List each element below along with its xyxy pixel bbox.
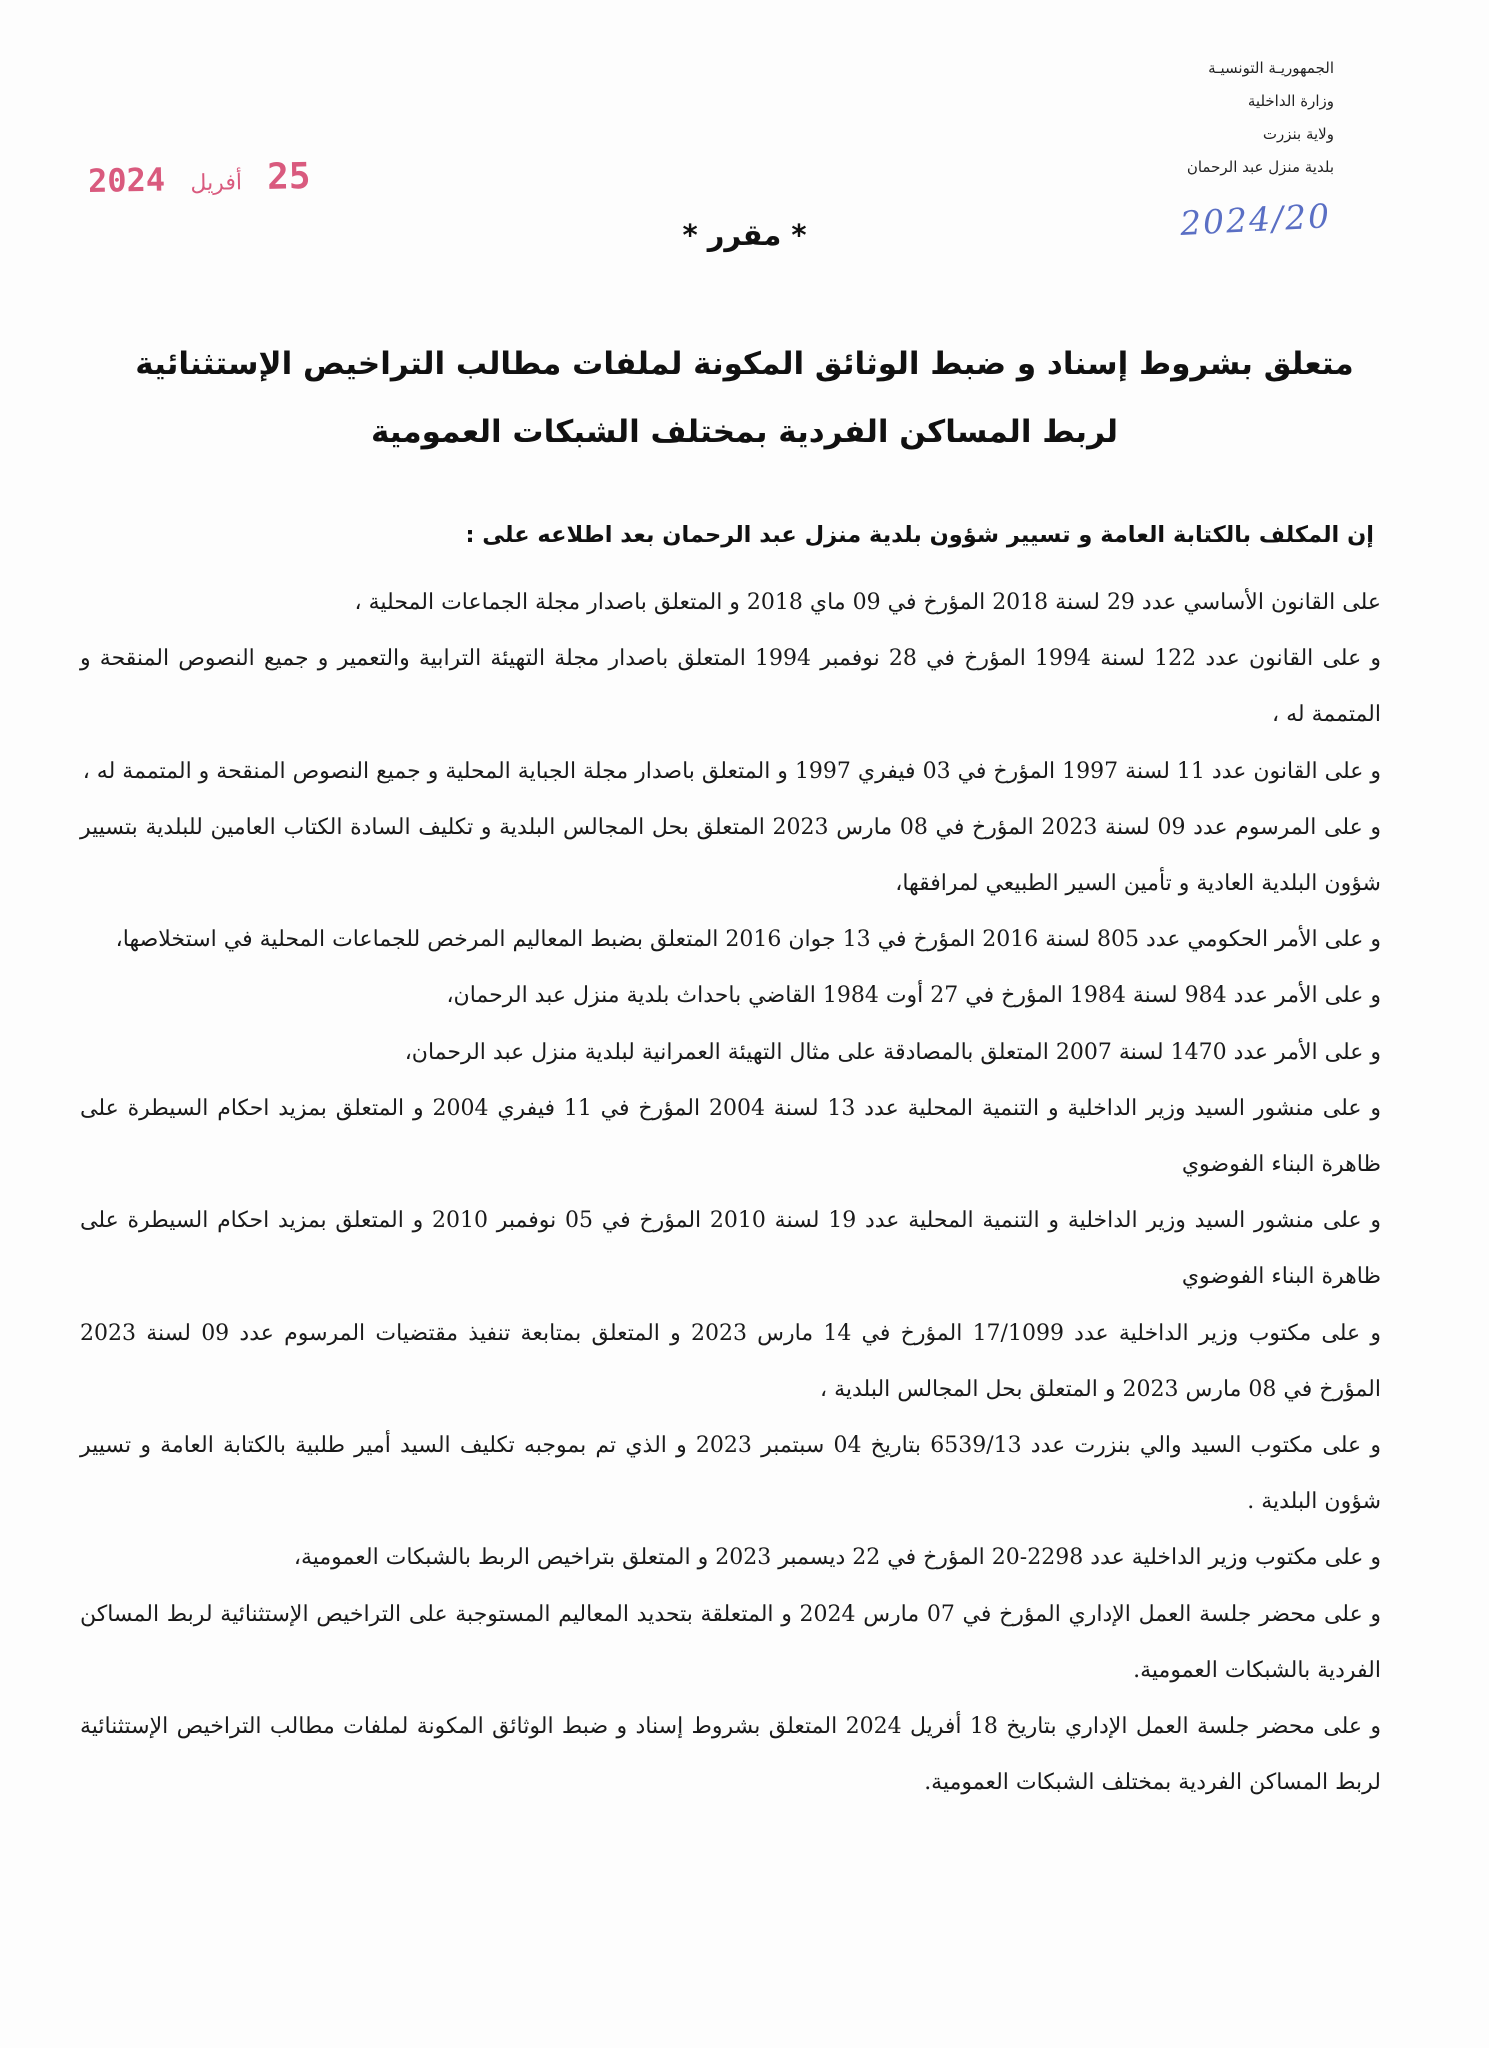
reference-paragraph-12: و على مكتوب وزير الداخلية عدد 2298-20 المؤرخ في 22 ديسمبر 2023 و المتعلق بتراخيص الربط بالشبكات العمومية،	[293, 1545, 1381, 1571]
document-type-heading: * مقرر *	[682, 218, 807, 252]
legal-references	[80, 575, 1381, 1811]
date-stamp-day: 25	[266, 156, 311, 198]
reference-paragraph-7: و على الأمر عدد 1470 لسنة 2007 المتعلق بالمصادقة على مثال التهيئة العمرانية لبلدية منزل عبد الرحمان،	[404, 1039, 1381, 1065]
letterhead-governorate: ولاية بنزرت	[1262, 125, 1334, 143]
letterhead	[974, 52, 1334, 184]
reference-paragraph-4: و على المرسوم عدد 09 لسنة 2023 المؤرخ في 08 مارس 2023 المتعلق بحل المجالس البلدية و تكليف السادة الكتاب العامين للبلدية بتسيير شؤون البلدية العادية و تأمين السير الطبيعي لمرافقها،	[80, 814, 1382, 897]
letterhead-republic: الجمهوريـة التونسيـة	[1208, 59, 1334, 77]
subject-line-1: متعلق بشروط إسناد و ضبط الوثائق المكونة لملفات مطالب التراخيص الإستثنائية	[135, 346, 1354, 382]
reference-paragraph-13: و على محضر جلسة العمل الإداري المؤرخ في 07 مارس 2024 و المتعلقة بتحديد المعاليم المستوجبة على التراخيص الإستثنائية لربط المساكن الفردية بالشبكات العمومية.	[80, 1601, 1382, 1683]
date-stamp	[88, 156, 311, 201]
reference-paragraph-3: و على القانون عدد 11 لسنة 1997 المؤرخ في 03 فيفري 1997 و المتعلق باصدار مجلة الجباية المحلية و جميع النصوص المنقحة و المتممة له ،	[82, 758, 1381, 784]
letterhead-municipality: بلدية منزل عبد الرحمان	[1186, 158, 1334, 176]
date-stamp-month: أفريل	[190, 170, 243, 197]
subject-line-2: لربط المساكن الفردية بمختلف الشبكات العمومية	[371, 414, 1118, 450]
handwritten-reference-number: 2024/20	[1179, 196, 1333, 243]
reference-paragraph-1: على القانون الأساسي عدد 29 لسنة 2018 المؤرخ في 09 ماي 2018 و المتعلق باصدار مجلة الجماعات المحلية ،	[354, 590, 1381, 615]
subject-heading	[120, 330, 1369, 466]
date-stamp-year: 2024	[87, 160, 166, 200]
reference-paragraph-14: و على محضر جلسة العمل الإداري بتاريخ 18 أفريل 2024 المتعلق بشروط إسناد و ضبط الوثائق المكونة لملفات مطالب التراخيص الإستثنائية لربط المساكن الفردية بمختلف الشبكات العمومية.	[80, 1714, 1381, 1796]
intro-statement: إن المكلف بالكتابة العامة و تسيير شؤون بلدية منزل عبد الرحمان بعد اطلاعه على :	[465, 522, 1374, 548]
reference-paragraph-5: و على الأمر الحكومي عدد 805 لسنة 2016 المؤرخ في 13 جوان 2016 المتعلق بضبط المعاليم المرخص للجماعات المحلية في استخلاصها،	[115, 927, 1381, 953]
reference-paragraph-10: و على مكتوب وزير الداخلية عدد 17/1099 المؤرخ في 14 مارس 2023 و المتعلق بمتابعة تنفيذ مقتضيات المرسوم عدد 09 لسنة 2023 المؤرخ في 08 مارس 2023 و المتعلق بحل المجالس البلدية ،	[80, 1320, 1382, 1402]
reference-paragraph-2: و على القانون عدد 122 لسنة 1994 المؤرخ في 28 نوفمبر 1994 المتعلق باصدار مجلة التهيئة الترابية والتعمير و جميع النصوص المنقحة و المتممة له ،	[80, 646, 1381, 728]
reference-paragraph-11: و على مكتوب السيد والي بنزرت عدد 6539/13 بتاريخ 04 سبتمبر 2023 و الذي تم بموجبه تكليف السيد أمير طلبية بالكتابة العامة و تسيير شؤون البلدية .	[80, 1433, 1381, 1515]
reference-paragraph-8: و على منشور السيد وزير الداخلية و التنمية المحلية عدد 13 لسنة 2004 المؤرخ في 11 فيفري 2004 و المتعلق بمزيد احكام السيطرة على ظاهرة البناء الفوضوي	[80, 1095, 1381, 1178]
reference-paragraph-9: و على منشور السيد وزير الداخلية و التنمية المحلية عدد 19 لسنة 2010 المؤرخ في 05 نوفمبر 2010 و المتعلق بمزيد احكام السيطرة على ظاهرة البناء الفوضوي	[80, 1208, 1381, 1290]
letterhead-ministry: وزارة الداخلية	[1247, 92, 1334, 110]
reference-paragraph-6: و على الأمر عدد 984 لسنة 1984 المؤرخ في 27 أوت 1984 القاضي باحداث بلدية منزل عبد الرحمان،	[446, 983, 1381, 1009]
